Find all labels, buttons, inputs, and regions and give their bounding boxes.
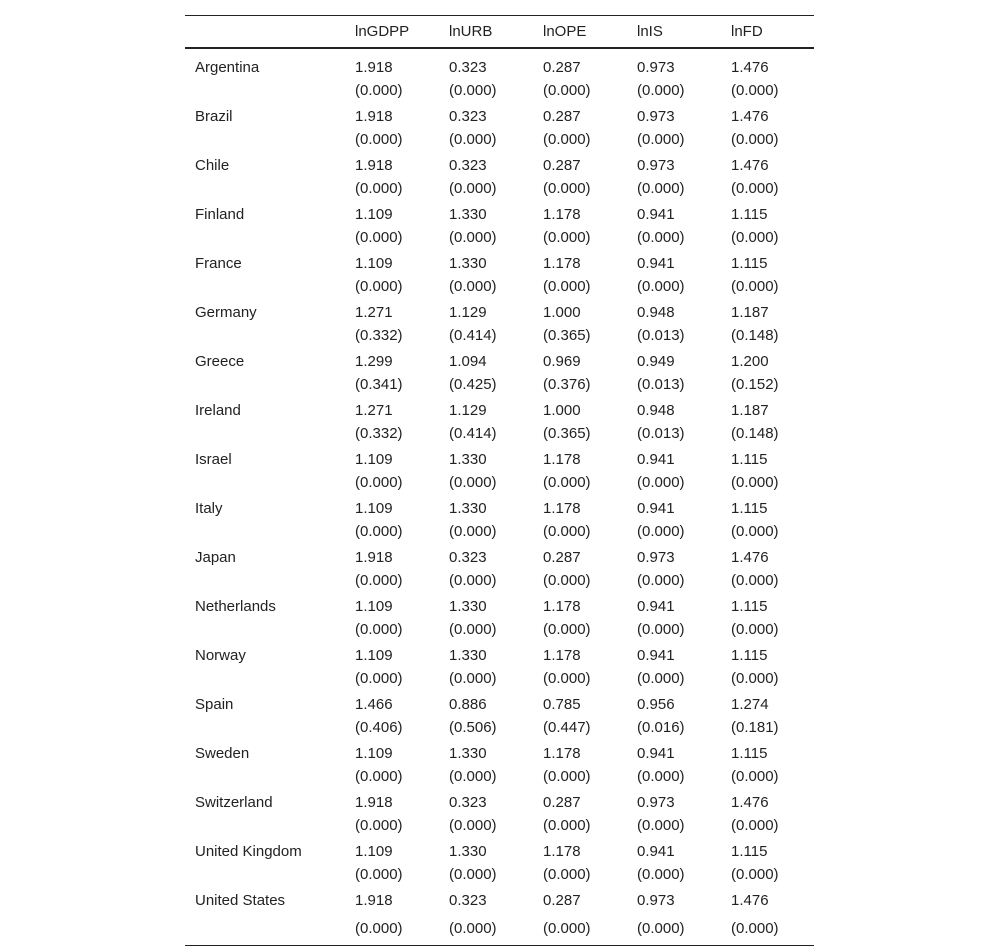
estimate-lnope: 1.178 — [543, 450, 581, 468]
table-row — [185, 543, 814, 568]
estimate-lngdpp: 1.109 — [355, 450, 393, 468]
estimate-lnis: 0.973 — [637, 548, 675, 566]
estimate-lnfd: 1.200 — [731, 352, 769, 370]
empty-cell — [185, 666, 345, 690]
estimate-lnope: 0.785 — [543, 695, 581, 713]
estimate-lnope: 0.287 — [543, 891, 581, 909]
table-row — [185, 48, 814, 78]
estimate-lnis: 0.941 — [637, 597, 675, 615]
table-row — [185, 102, 814, 127]
table-row-pvalues — [185, 470, 814, 494]
estimate-lngdpp: 1.109 — [355, 205, 393, 223]
pvalue-lngdpp: (0.000) — [355, 620, 403, 638]
country-name: Italy — [195, 499, 223, 517]
pvalue-lngdpp: (0.000) — [355, 919, 403, 937]
table-row-pvalues — [185, 372, 814, 396]
pvalue-lngdpp: (0.406) — [355, 718, 403, 736]
pvalue-lngdpp: (0.000) — [355, 228, 403, 246]
header-lnis: lnIS — [637, 22, 663, 40]
estimate-lnope: 1.178 — [543, 842, 581, 860]
header-lnope: lnOPE — [543, 22, 587, 40]
estimate-lnope: 1.178 — [543, 254, 581, 272]
country-name: Spain — [195, 695, 234, 713]
country-name: Israel — [195, 450, 232, 468]
table-row-pvalues — [185, 78, 814, 102]
estimate-lnis: 0.973 — [637, 156, 675, 174]
pvalue-lngdpp: (0.000) — [355, 81, 403, 99]
estimate-lngdpp: 1.109 — [355, 254, 393, 272]
estimate-lnope: 0.287 — [543, 156, 581, 174]
pvalue-lnurb: (0.000) — [449, 767, 497, 785]
table-row — [185, 788, 814, 813]
empty-cell — [185, 78, 345, 102]
estimate-lnurb: 1.129 — [449, 401, 487, 419]
table-row-pvalues — [185, 568, 814, 592]
pvalue-lnis: (0.000) — [637, 620, 685, 638]
pvalue-lnis: (0.000) — [637, 130, 685, 148]
table-row — [185, 739, 814, 764]
pvalue-lnope: (0.365) — [543, 424, 591, 442]
pvalue-lnfd: (0.152) — [731, 375, 779, 393]
table-row — [185, 641, 814, 666]
pvalue-lnfd: (0.000) — [731, 865, 779, 883]
empty-cell — [185, 813, 345, 837]
table-row-pvalues — [185, 715, 814, 739]
table-row-pvalues — [185, 764, 814, 788]
estimate-lnope: 0.287 — [543, 548, 581, 566]
estimate-lnurb: 1.330 — [449, 254, 487, 272]
country-name: Switzerland — [195, 793, 273, 811]
country-name: Japan — [195, 548, 236, 566]
pvalue-lnis: (0.000) — [637, 816, 685, 834]
table-row-pvalues — [185, 176, 814, 200]
estimate-lngdpp: 1.918 — [355, 58, 393, 76]
country-name: Netherlands — [195, 597, 276, 615]
pvalue-lnurb: (0.000) — [449, 228, 497, 246]
empty-cell — [185, 715, 345, 739]
table-row — [185, 298, 814, 323]
pvalue-lnfd: (0.181) — [731, 718, 779, 736]
estimate-lnurb: 1.330 — [449, 646, 487, 664]
pvalue-lnfd: (0.000) — [731, 571, 779, 589]
estimate-lngdpp: 1.918 — [355, 891, 393, 909]
pvalue-lnfd: (0.000) — [731, 816, 779, 834]
table-row — [185, 886, 814, 911]
pvalue-lngdpp: (0.332) — [355, 326, 403, 344]
estimate-lnfd: 1.476 — [731, 156, 769, 174]
pvalue-lnope: (0.000) — [543, 228, 591, 246]
pvalue-lnfd: (0.148) — [731, 424, 779, 442]
estimate-lnis: 0.956 — [637, 695, 675, 713]
estimate-lngdpp: 1.109 — [355, 842, 393, 860]
pvalue-lnfd: (0.000) — [731, 473, 779, 491]
pvalue-lngdpp: (0.000) — [355, 816, 403, 834]
estimate-lngdpp: 1.918 — [355, 793, 393, 811]
country-name: Argentina — [195, 58, 260, 76]
estimate-lnfd: 1.115 — [731, 499, 768, 517]
pvalue-lnfd: (0.000) — [731, 277, 779, 295]
country-name: United States — [195, 891, 286, 909]
estimate-lnfd: 1.115 — [731, 646, 768, 664]
table-row — [185, 592, 814, 617]
pvalue-lngdpp: (0.000) — [355, 277, 403, 295]
pvalue-lnurb: (0.414) — [449, 424, 497, 442]
pvalue-lnope: (0.376) — [543, 375, 591, 393]
empty-cell — [185, 470, 345, 494]
header-lnfd: lnFD — [731, 22, 763, 40]
estimate-lnfd: 1.476 — [731, 793, 769, 811]
estimate-lnope: 1.000 — [543, 401, 581, 419]
estimate-lnurb: 1.330 — [449, 205, 487, 223]
pvalue-lnurb: (0.000) — [449, 81, 497, 99]
pvalue-lnope: (0.000) — [543, 277, 591, 295]
pvalue-lnis: (0.000) — [637, 571, 685, 589]
pvalue-lngdpp: (0.000) — [355, 522, 403, 540]
pvalue-lnope: (0.000) — [543, 81, 591, 99]
empty-cell — [185, 617, 345, 641]
pvalue-lnurb: (0.000) — [449, 865, 497, 883]
pvalue-lnurb: (0.000) — [449, 473, 497, 491]
estimate-lnope: 1.178 — [543, 744, 581, 762]
empty-cell — [185, 225, 345, 249]
pvalue-lnfd: (0.000) — [731, 179, 779, 197]
empty-cell — [185, 421, 345, 445]
header-country — [185, 16, 345, 48]
pvalue-lnurb: (0.506) — [449, 718, 497, 736]
estimate-lnurb: 1.330 — [449, 450, 487, 468]
pvalue-lnis: (0.000) — [637, 81, 685, 99]
country-name: Germany — [195, 303, 257, 321]
pvalue-lnope: (0.000) — [543, 620, 591, 638]
pvalue-lnfd: (0.000) — [731, 919, 779, 937]
pvalue-lnfd: (0.000) — [731, 130, 779, 148]
table-row-pvalues — [185, 225, 814, 249]
table-row-pvalues — [185, 274, 814, 298]
pvalue-lnurb: (0.000) — [449, 816, 497, 834]
table-row — [185, 151, 814, 176]
estimate-lnis: 0.941 — [637, 254, 675, 272]
pvalue-lnfd: (0.000) — [731, 228, 779, 246]
empty-cell — [185, 862, 345, 886]
pvalue-lnis: (0.000) — [637, 179, 685, 197]
estimate-lnfd: 1.115 — [731, 254, 768, 272]
table-row-pvalues — [185, 421, 814, 445]
empty-cell — [185, 911, 345, 946]
pvalue-lnfd: (0.000) — [731, 620, 779, 638]
estimate-lnfd: 1.187 — [731, 303, 769, 321]
estimate-lnis: 0.973 — [637, 793, 675, 811]
table-row — [185, 494, 814, 519]
pvalue-lnurb: (0.000) — [449, 669, 497, 687]
pvalue-lnope: (0.000) — [543, 473, 591, 491]
estimate-lnis: 0.941 — [637, 842, 675, 860]
estimate-lnis: 0.948 — [637, 401, 675, 419]
pvalue-lnope: (0.000) — [543, 816, 591, 834]
table-row-pvalues — [185, 862, 814, 886]
pvalue-lnope: (0.447) — [543, 718, 591, 736]
estimate-lnurb: 0.323 — [449, 107, 487, 125]
estimate-lngdpp: 1.109 — [355, 744, 393, 762]
estimate-lnope: 0.287 — [543, 793, 581, 811]
pvalue-lnfd: (0.000) — [731, 522, 779, 540]
pvalue-lngdpp: (0.000) — [355, 767, 403, 785]
pvalue-lnurb: (0.000) — [449, 620, 497, 638]
pvalue-lngdpp: (0.000) — [355, 130, 403, 148]
estimate-lnis: 0.973 — [637, 891, 675, 909]
pvalue-lnis: (0.000) — [637, 522, 685, 540]
table-row-pvalues — [185, 911, 814, 946]
country-name: Brazil — [195, 107, 233, 125]
header-lngdpp: lnGDPP — [355, 22, 410, 40]
empty-cell — [185, 176, 345, 200]
empty-cell — [185, 323, 345, 347]
pvalue-lnfd: (0.000) — [731, 767, 779, 785]
pvalue-lnurb: (0.425) — [449, 375, 497, 393]
estimate-lnis: 0.941 — [637, 450, 675, 468]
estimate-lnurb: 1.330 — [449, 597, 487, 615]
country-name: United Kingdom — [195, 842, 302, 860]
estimate-lnurb: 1.094 — [449, 352, 487, 370]
table-row — [185, 690, 814, 715]
estimate-lnope: 1.178 — [543, 205, 581, 223]
estimate-lnis: 0.949 — [637, 352, 675, 370]
pvalue-lnurb: (0.000) — [449, 522, 497, 540]
pvalue-lnis: (0.000) — [637, 473, 685, 491]
pvalue-lnfd: (0.148) — [731, 326, 779, 344]
estimate-lnfd: 1.274 — [731, 695, 769, 713]
pvalue-lnis: (0.013) — [637, 375, 685, 393]
estimate-lnfd: 1.187 — [731, 401, 769, 419]
estimate-lnfd: 1.115 — [731, 744, 768, 762]
pvalue-lnis: (0.000) — [637, 865, 685, 883]
pvalue-lnis: (0.000) — [637, 767, 685, 785]
pvalue-lnope: (0.000) — [543, 571, 591, 589]
pvalue-lngdpp: (0.000) — [355, 865, 403, 883]
pvalue-lnope: (0.000) — [543, 865, 591, 883]
pvalue-lngdpp: (0.341) — [355, 375, 403, 393]
pvalue-lnope: (0.000) — [543, 179, 591, 197]
estimate-lnurb: 1.129 — [449, 303, 487, 321]
pvalue-lnis: (0.000) — [637, 919, 685, 937]
country-name: Chile — [195, 156, 230, 174]
estimate-lnis: 0.941 — [637, 646, 675, 664]
estimate-lnfd: 1.476 — [731, 107, 769, 125]
estimate-lnis: 0.941 — [637, 744, 675, 762]
table-row — [185, 396, 814, 421]
estimate-lnope: 1.178 — [543, 646, 581, 664]
table-row — [185, 200, 814, 225]
pvalue-lnope: (0.000) — [543, 669, 591, 687]
pvalue-lnfd: (0.000) — [731, 669, 779, 687]
country-name: Sweden — [195, 744, 250, 762]
table-row-pvalues — [185, 666, 814, 690]
estimate-lnope: 1.000 — [543, 303, 581, 321]
pvalue-lnope: (0.000) — [543, 919, 591, 937]
pvalue-lngdpp: (0.000) — [355, 571, 403, 589]
table-row-pvalues — [185, 323, 814, 347]
table-row-pvalues — [185, 519, 814, 543]
estimate-lnfd: 1.115 — [731, 205, 768, 223]
pvalue-lngdpp: (0.000) — [355, 179, 403, 197]
estimate-lnope: 0.287 — [543, 107, 581, 125]
table-row — [185, 445, 814, 470]
pvalue-lngdpp: (0.000) — [355, 473, 403, 491]
estimate-lnis: 0.973 — [637, 58, 675, 76]
estimate-lnope: 1.178 — [543, 597, 581, 615]
estimate-lngdpp: 1.109 — [355, 499, 393, 517]
estimate-lnis: 0.948 — [637, 303, 675, 321]
pvalue-lnurb: (0.414) — [449, 326, 497, 344]
estimate-lnope: 1.178 — [543, 499, 581, 517]
table-row — [185, 347, 814, 372]
estimate-lnurb: 0.323 — [449, 58, 487, 76]
estimate-lngdpp: 1.466 — [355, 695, 393, 713]
pvalue-lnurb: (0.000) — [449, 919, 497, 937]
pvalue-lnis: (0.013) — [637, 326, 685, 344]
pvalue-lnope: (0.000) — [543, 522, 591, 540]
table-row-pvalues — [185, 617, 814, 641]
pvalue-lngdpp: (0.000) — [355, 669, 403, 687]
pvalue-lnope: (0.365) — [543, 326, 591, 344]
country-name: Ireland — [195, 401, 241, 419]
table-row-pvalues — [185, 813, 814, 837]
country-name: Finland — [195, 205, 245, 223]
pvalue-lnurb: (0.000) — [449, 179, 497, 197]
estimate-lngdpp: 1.109 — [355, 597, 393, 615]
pvalue-lnurb: (0.000) — [449, 571, 497, 589]
estimate-lnurb: 0.886 — [449, 695, 487, 713]
country-name: Norway — [195, 646, 246, 664]
table-row — [185, 837, 814, 862]
pvalue-lnfd: (0.000) — [731, 81, 779, 99]
estimate-lnfd: 1.476 — [731, 891, 769, 909]
estimate-lnurb: 1.330 — [449, 744, 487, 762]
estimate-lnurb: 1.330 — [449, 842, 487, 860]
estimate-lngdpp: 1.918 — [355, 548, 393, 566]
estimate-lnope: 0.969 — [543, 352, 581, 370]
estimate-lnurb: 0.323 — [449, 891, 487, 909]
country-name: France — [195, 254, 242, 272]
estimate-lnis: 0.941 — [637, 205, 675, 223]
pvalue-lngdpp: (0.332) — [355, 424, 403, 442]
table-row — [185, 249, 814, 274]
estimate-lnfd: 1.115 — [731, 842, 768, 860]
estimate-lnis: 0.941 — [637, 499, 675, 517]
estimate-lnfd: 1.115 — [731, 597, 768, 615]
empty-cell — [185, 568, 345, 592]
estimate-lngdpp: 1.918 — [355, 107, 393, 125]
empty-cell — [185, 519, 345, 543]
estimate-lnope: 0.287 — [543, 58, 581, 76]
empty-cell — [185, 764, 345, 788]
pvalue-lnis: (0.013) — [637, 424, 685, 442]
table-body — [185, 48, 814, 946]
header-lnurb: lnURB — [449, 22, 493, 40]
pvalue-lnis: (0.000) — [637, 277, 685, 295]
empty-cell — [185, 372, 345, 396]
estimate-lngdpp: 1.271 — [355, 401, 393, 419]
estimate-lnfd: 1.476 — [731, 548, 769, 566]
estimate-lnurb: 0.323 — [449, 548, 487, 566]
pvalue-lnis: (0.000) — [637, 669, 685, 687]
estimate-lnfd: 1.476 — [731, 58, 769, 76]
pvalue-lnurb: (0.000) — [449, 130, 497, 148]
pvalue-lnope: (0.000) — [543, 130, 591, 148]
pvalue-lnis: (0.000) — [637, 228, 685, 246]
estimate-lngdpp: 1.271 — [355, 303, 393, 321]
header-row — [185, 16, 814, 48]
empty-cell — [185, 274, 345, 298]
estimate-lnurb: 0.323 — [449, 793, 487, 811]
estimate-lnurb: 1.330 — [449, 499, 487, 517]
estimate-lnurb: 0.323 — [449, 156, 487, 174]
table-header — [185, 16, 814, 48]
estimate-lnfd: 1.115 — [731, 450, 768, 468]
table-row-pvalues — [185, 127, 814, 151]
pvalue-lnope: (0.000) — [543, 767, 591, 785]
empty-cell — [185, 127, 345, 151]
country-name: Greece — [195, 352, 245, 370]
results-table — [185, 15, 814, 946]
estimate-lngdpp: 1.109 — [355, 646, 393, 664]
pvalue-lnurb: (0.000) — [449, 277, 497, 295]
estimate-lngdpp: 1.918 — [355, 156, 393, 174]
estimate-lngdpp: 1.299 — [355, 352, 393, 370]
estimate-lnis: 0.973 — [637, 107, 675, 125]
pvalue-lnis: (0.016) — [637, 718, 685, 736]
